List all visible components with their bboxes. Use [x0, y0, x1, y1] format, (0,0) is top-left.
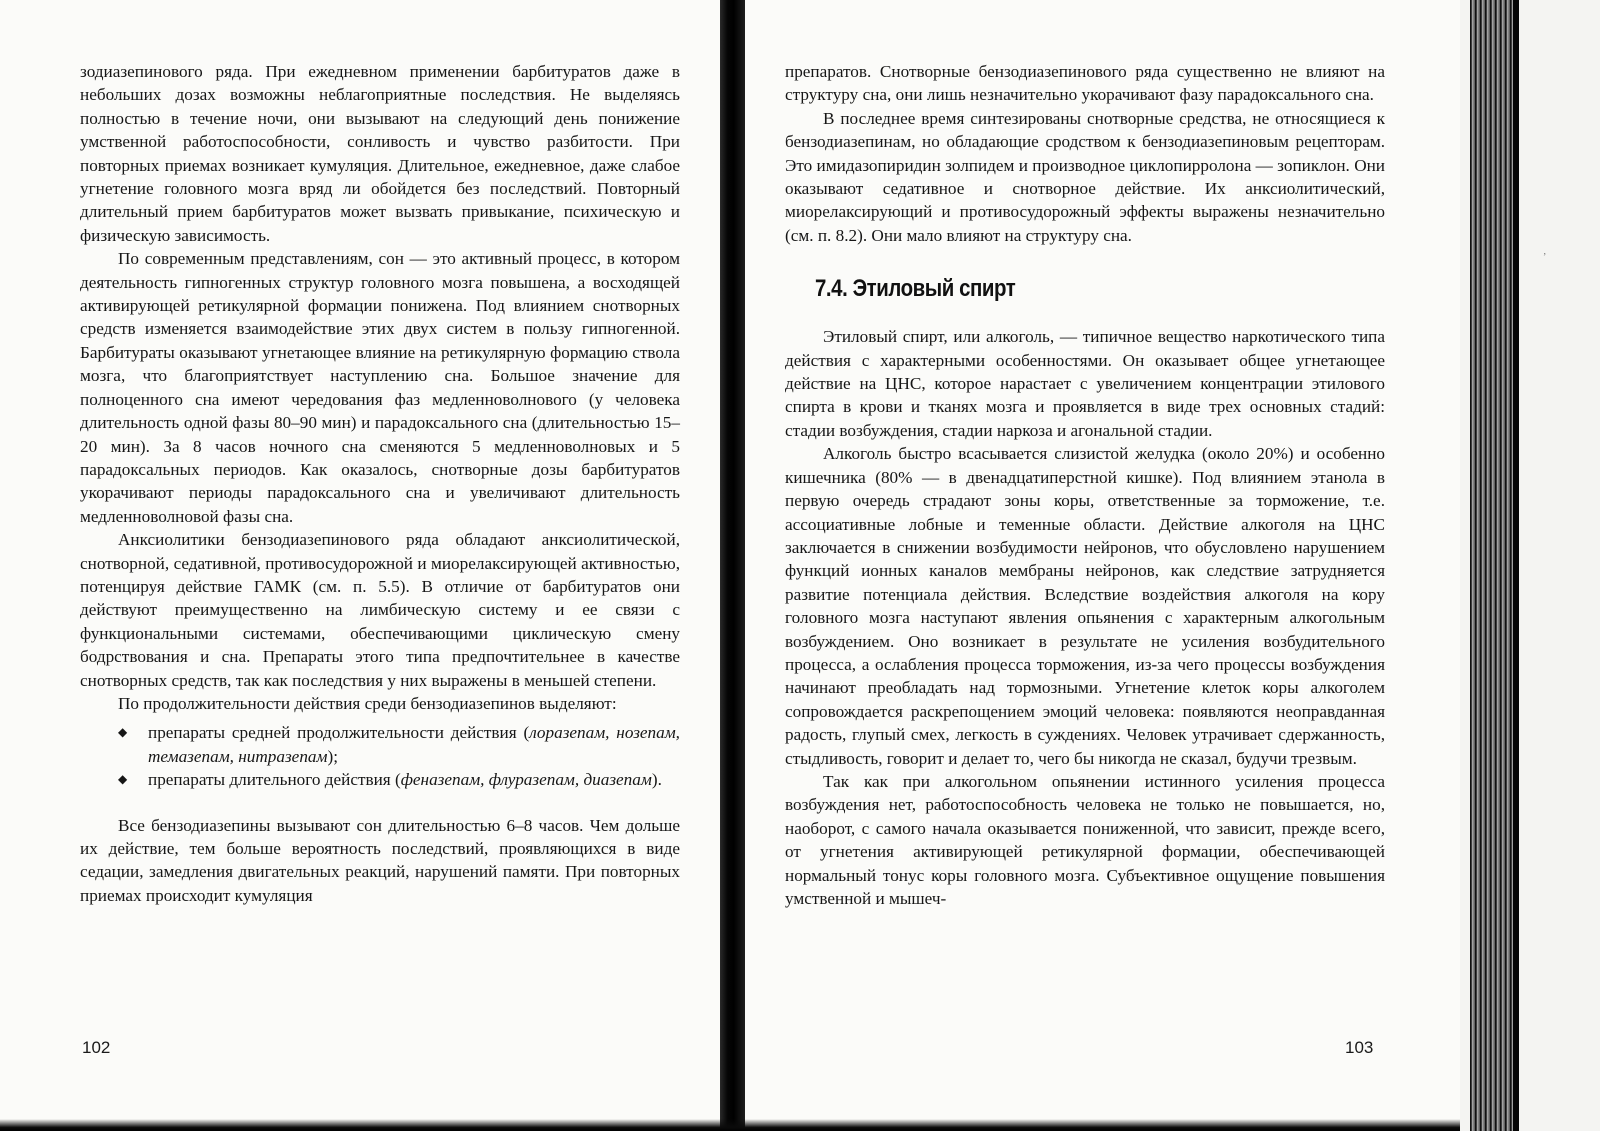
list-item-prefix: препараты средней продолжительности действия (: [148, 723, 530, 743]
left-text-column: [80, 60, 680, 907]
left-page: [0, 0, 720, 1131]
right-paragraph-1: препаратов. Снотворные бензодиазепинового ряда существенно не влияют на структуру сна, они лишь незначительно укорачивают фазу парадоксального сна.: [785, 62, 1385, 105]
list-item-suffix: );: [327, 746, 338, 766]
left-paragraph-4: По продолжительности действия среди бензодиазепинов выделяют:: [118, 693, 617, 713]
page-edge-stack: [1470, 0, 1515, 1131]
page-edges: [1460, 0, 1600, 1131]
right-text-column: [785, 60, 1385, 910]
spacer: [80, 800, 680, 814]
diamond-bullet-icon: ◆: [118, 725, 128, 740]
page-number-right: 103: [1345, 1038, 1374, 1057]
section-heading: 7.4. Этиловый спирт: [815, 275, 1016, 303]
left-paragraph-5: Все бензодиазепины вызывают сон длительностью 6–8 часов. Чем дольше их действие, тем больше вероятность последствий, проявляющихся в виде седации, замедления двигательных реакций, нарушений памяти. При повторных приемах происходит кумуляция: [80, 815, 680, 905]
list-item: [80, 768, 680, 791]
right-paragraph-5: Так как при алкогольном опьянении истинного усиления процесса возбуждения нет, работоспособность человека не только не повышается, но, наоборот, с самого начала оказывается пониженной, что зависит, прежде всего, от угнетения активирующей ретикулярной формации, обеспечивающей нормальный тонус коры головного мозга. Субъективное ощущение повышения умственной и мышеч-: [785, 771, 1385, 908]
page-number-left: 102: [82, 1038, 111, 1057]
stray-mark: ’: [1543, 252, 1547, 263]
diamond-bullet-icon: ◆: [118, 772, 128, 787]
drug-names: феназепам, флуразепам, диазепам: [400, 770, 652, 790]
left-paragraph-3: Анксиолитики бензодиазепинового ряда обладают анксиолитической, снотворной, седативной, противосудорожной и миорелаксирующей активностью, потенцируя действие ГАМК (см. п. 5.5). В отличие от барбитуратов они действуют преимущественно на лимбическую систему и ее связи с функциональными системами, обеспечивающими циклическую смену бодрствования и сна. Препараты этого типа предпочтительнее в качестве снотворных средств, так как последствия у них выражены в меньшей степени.: [80, 530, 680, 690]
right-paragraph-2: В последнее время синтезированы снотворные средства, не относящиеся к бензодиазепинам, но обладающие сродством к бензодиазепиновым рецепторам. Это имидазопиридин золпидем и производное циклопирролона — зопиклон. Они оказывают седативное и снотворное действие. Их анксиолитический, миорелаксирующий и противосудорожный эффекты выражены незначительно (см. п. 8.2). Они мало влияют на структуру сна.: [785, 108, 1385, 245]
list-item-prefix: препараты длительного действия (: [148, 770, 401, 790]
left-paragraph-2: По современным представлениям, сон — это активный процесс, в котором деятельность гипногенных структур головного мозга повышена, а восходящей активирующей ретикулярной формации понижена. Под влиянием снотворных средств изменяется взаимодействие этих двух систем в пользу гипногенной. Барбитураты оказывают угнетающее влияние на ретикулярную формацию ствола мозга, что благоприятствует наступлению сна. Большое значение для полноценного сна имеют чередования фаз медленноволнового (у человека длительность одной фазы 80–90 мин) и парадоксального сна (длительностью 15–20 мин). За 8 часов ночного сна сменяются 5 медленноволновых и 5 парадоксальных периодов. Как оказалось, снотворные дозы барбитуратов укорачивают периоды парадоксального сна и увеличивают длительность медленноволновой фазы сна.: [80, 249, 680, 526]
left-paragraph-1: зодиазепинового ряда. При ежедневном применении барбитуратов даже в небольших дозах возможны неблагоприятные последствия. Не выделяясь полностью в течение ночи, они вызывают на следующий день понижение умственной работоспособности, сонливость и чувство разбитости. При повторных приемах возникает кумуляция. Длительное, ежедневное, даже слабое угнетение головного мозга вряд ли обойдется без последствий. Повторный длительный прием барбитуратов может вызвать привыкание, психическую и физическую зависимость.: [80, 62, 680, 245]
bottom-shadow: [0, 1119, 1460, 1131]
right-paragraph-4: Алкоголь быстро всасывается слизистой желудка (около 20%) и особенно кишечника (80% — в двенадцатиперстной кишке). Под влиянием этанола в первую очередь страдают зоны коры, ответственные за торможение, т.е. ассоциативные лобные и теменные области. Действие алкоголя на ЦНС заключается в снижении возбудимости нейронов, что обусловлено нарушением функций ионных каналов мембраны нейронов, как следствие затрудняется развитие потенциала действия. Вследствие воздействия алкоголя на кору головного мозга наступают явления опьянения с характерным алкогольным возбуждением. Оно возникает в результате не усиления возбудительного процесса, а ослабления процесса торможения, из-за чего процессы возбуждения начинают преобладать над тормозными. Угнетение клеток коры алкоголем сопровождается раскрепощением эмоций человека: появляются неоправданная радость, глупый смех, легкость в суждениях. Человек утрачивает сдержанность, стыдливость, говорит и делает то, чего бы никогда не сказал, будучи трезвым.: [785, 444, 1385, 768]
right-page: [745, 0, 1460, 1131]
book-gutter: [720, 0, 745, 1131]
list-item: [80, 721, 680, 768]
list-item-suffix: ).: [651, 770, 662, 790]
right-paragraph-3: Этиловый спирт, или алкоголь, — типичное вещество наркотического типа действия с характерными особенностями. Он оказывает общее угнетающее действие на ЦНС, которое нарастает с увеличением концентрации этилового спирта в крови и тканях мозга и проявляется в виде трех основных стадий: стадии возбуждения, стадии наркоза и агональной стадии.: [785, 327, 1385, 440]
drug-names: лоразепам, нозепам, темазепам, нитразепам: [148, 723, 680, 766]
duration-list: [80, 721, 680, 791]
